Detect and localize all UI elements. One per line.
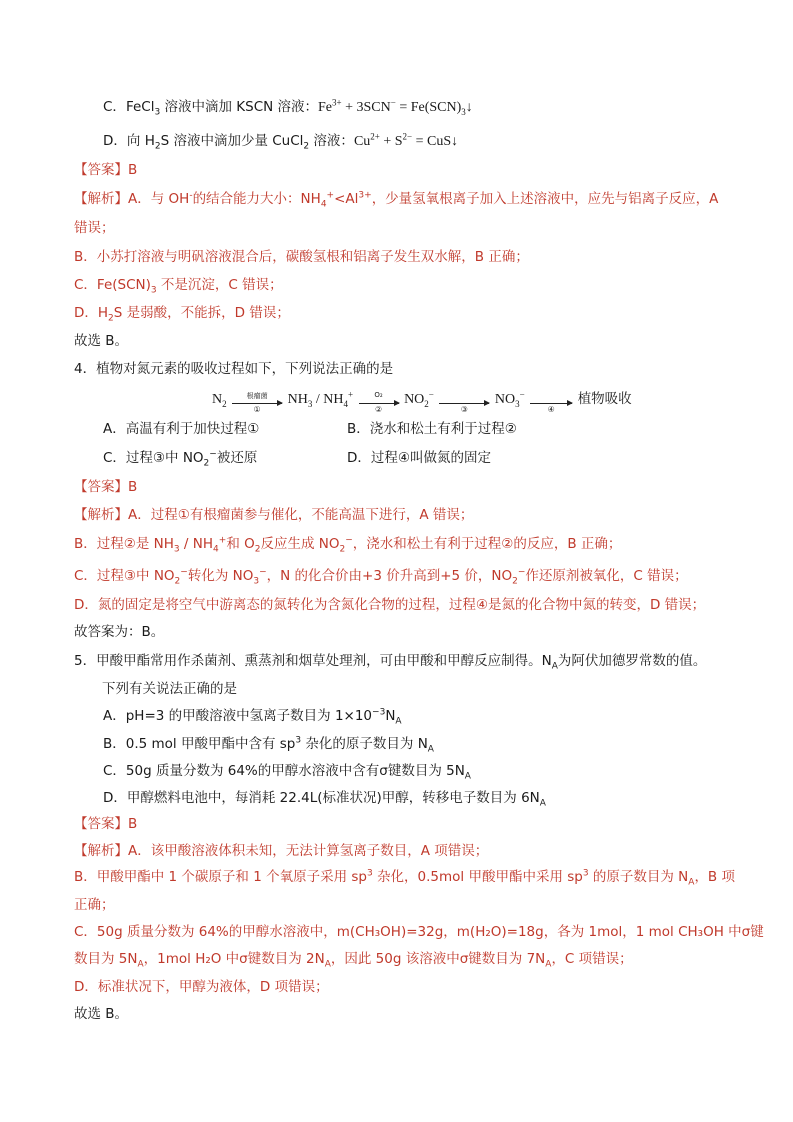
q4-analysis-c: C．过程③中 $NO_2^-$转化为 $NO_3^-$，N 的化合价由+3 价升高到+5 价，$NO_2^-$作还原剂被氧化，C 错误；	[74, 567, 688, 587]
q3-option-c: C．FeCl$_3$ 溶液中滴加 KSCN 溶液：$Fe^{3+} + 3SCN^-$ = $Fe(SCN)_3↓$	[103, 97, 473, 118]
q5-stem-cont: 下列有关说法正确的是	[102, 681, 237, 697]
arrow-1: 根瘤菌 ①	[232, 395, 282, 404]
q3-analysis-d: D．$H_2S$ 是弱酸，不能拆，D 错误；	[74, 305, 290, 324]
arrow-4: ④	[530, 395, 572, 404]
q4-conclusion: 故答案为：B。	[74, 624, 165, 640]
q5-analysis-c: C．50g 质量分数为 64%的甲醇水溶液中，m(CH₃OH)=32g，m(H₂O)=18g，各为 1mol，1 mol CH₃OH 中σ键	[74, 924, 764, 940]
q4-option-b: B．浇水和松土有利于过程②	[347, 421, 517, 437]
q5-option-b: B．0.5 mol 甲酸甲酯中含有 $sp^3$ 杂化的原子数目为 $N_A$	[103, 735, 434, 755]
q5-analysis-b-cont: 正确；	[74, 897, 115, 913]
q3-answer: 【答案】B	[74, 162, 138, 178]
arrow-2: O₂ ②	[359, 395, 399, 404]
q3-conclusion: 故选 B。	[74, 333, 129, 349]
q4-answer: 【答案】B	[74, 479, 138, 495]
q4-analysis-b: B．过程②是 $NH_3 / NH_4^+$和 $O_2$反应生成 $NO_2^-$，浇水和松土有利于过程②的反应，B 正确；	[74, 535, 622, 555]
q4-option-a: A．高温有利于加快过程①	[103, 421, 260, 437]
q3-analysis-c: C．$Fe(SCN)_3$ 不是沉淀，C 错误；	[74, 277, 283, 296]
q5-option-a: A．pH=3 的甲酸溶液中氢离子数目为 $1\times 10^{-3}N_A$	[103, 707, 402, 727]
q4-analysis-a: 【解析】A．过程①有根瘤菌参与催化，不能高温下进行，A 错误；	[74, 507, 474, 523]
q4-analysis-d: D．氮的固定是将空气中游离态的氮转化为含氮化合物的过程，过程④是氮的化合物中氮的转变，D 错误；	[74, 597, 706, 613]
q5-stem: 5．甲酸甲酯常用作杀菌剂、熏蒸剂和烟草处理剂，可由甲酸和甲醇反应制得。$N_A$为阿伏加德罗常数的值。	[74, 653, 707, 672]
q3-analysis-b: B．小苏打溶液与明矾溶液混合后，碳酸氢根和铝离子发生双水解，B 正确；	[74, 249, 529, 265]
q4-option-d: D．过程④叫做氮的固定	[347, 450, 491, 466]
q4-reaction-scheme: $N_2$ 根瘤菌 ① $NH_3 / NH_4^+$ O₂ ② $NO_2^-$ ③ $NO_3^-$ ④ 植物吸收	[212, 389, 632, 415]
q5-analysis-b: B．甲酸甲酯中 1 个碳原子和 1 个氧原子采用 $sp^3$ 杂化，0.5mol 甲酸甲酯中采用 $sp^3$ 的原子数目为 $N_A$，B 项	[74, 868, 735, 888]
q3-analysis-a-cont: 错误；	[74, 220, 115, 236]
q4-option-c: C．过程③中 $NO_2^-$被还原	[103, 449, 258, 469]
q5-analysis-c-cont: 数目为 $5N_A$，1mol H₂O 中σ键数目为 $2N_A$，因此 50g 该溶液中σ键数目为 $7N_A$，C 项错误；	[74, 951, 633, 970]
arrow-3: ③	[439, 395, 489, 404]
q3-option-d: D．向 $H_2S$ 溶液中滴加少量 CuCl$_2$ 溶液：$Cu^{2+} + S^{2-}$ = CuS↓	[103, 131, 459, 152]
q5-answer: 【答案】B	[74, 816, 138, 832]
q5-option-d: D．甲醇燃料电池中，每消耗 22.4L(标准状况)甲醇，转移电子数目为 $6N_A$	[103, 790, 546, 809]
q4-stem: 4．植物对氮元素的吸收过程如下，下列说法正确的是	[74, 361, 394, 377]
q3-analysis-a: 【解析】A．与 OH-的结合能力大小：$NH_4^+<Al^{3+}$，少量氢氧根离子加入上述溶液中，应先与铝离子反应，A	[74, 190, 719, 210]
q5-option-c: C．50g 质量分数为 64%的甲醇水溶液中含有σ键数目为 $5N_A$	[103, 763, 471, 782]
q5-conclusion: 故选 B。	[74, 1006, 129, 1022]
q5-analysis-d: D．标准状况下，甲醇为液体，D 项错误；	[74, 979, 329, 995]
q5-analysis-a: 【解析】A．该甲酸溶液体积未知，无法计算氢离子数目，A 项错误；	[74, 843, 489, 859]
